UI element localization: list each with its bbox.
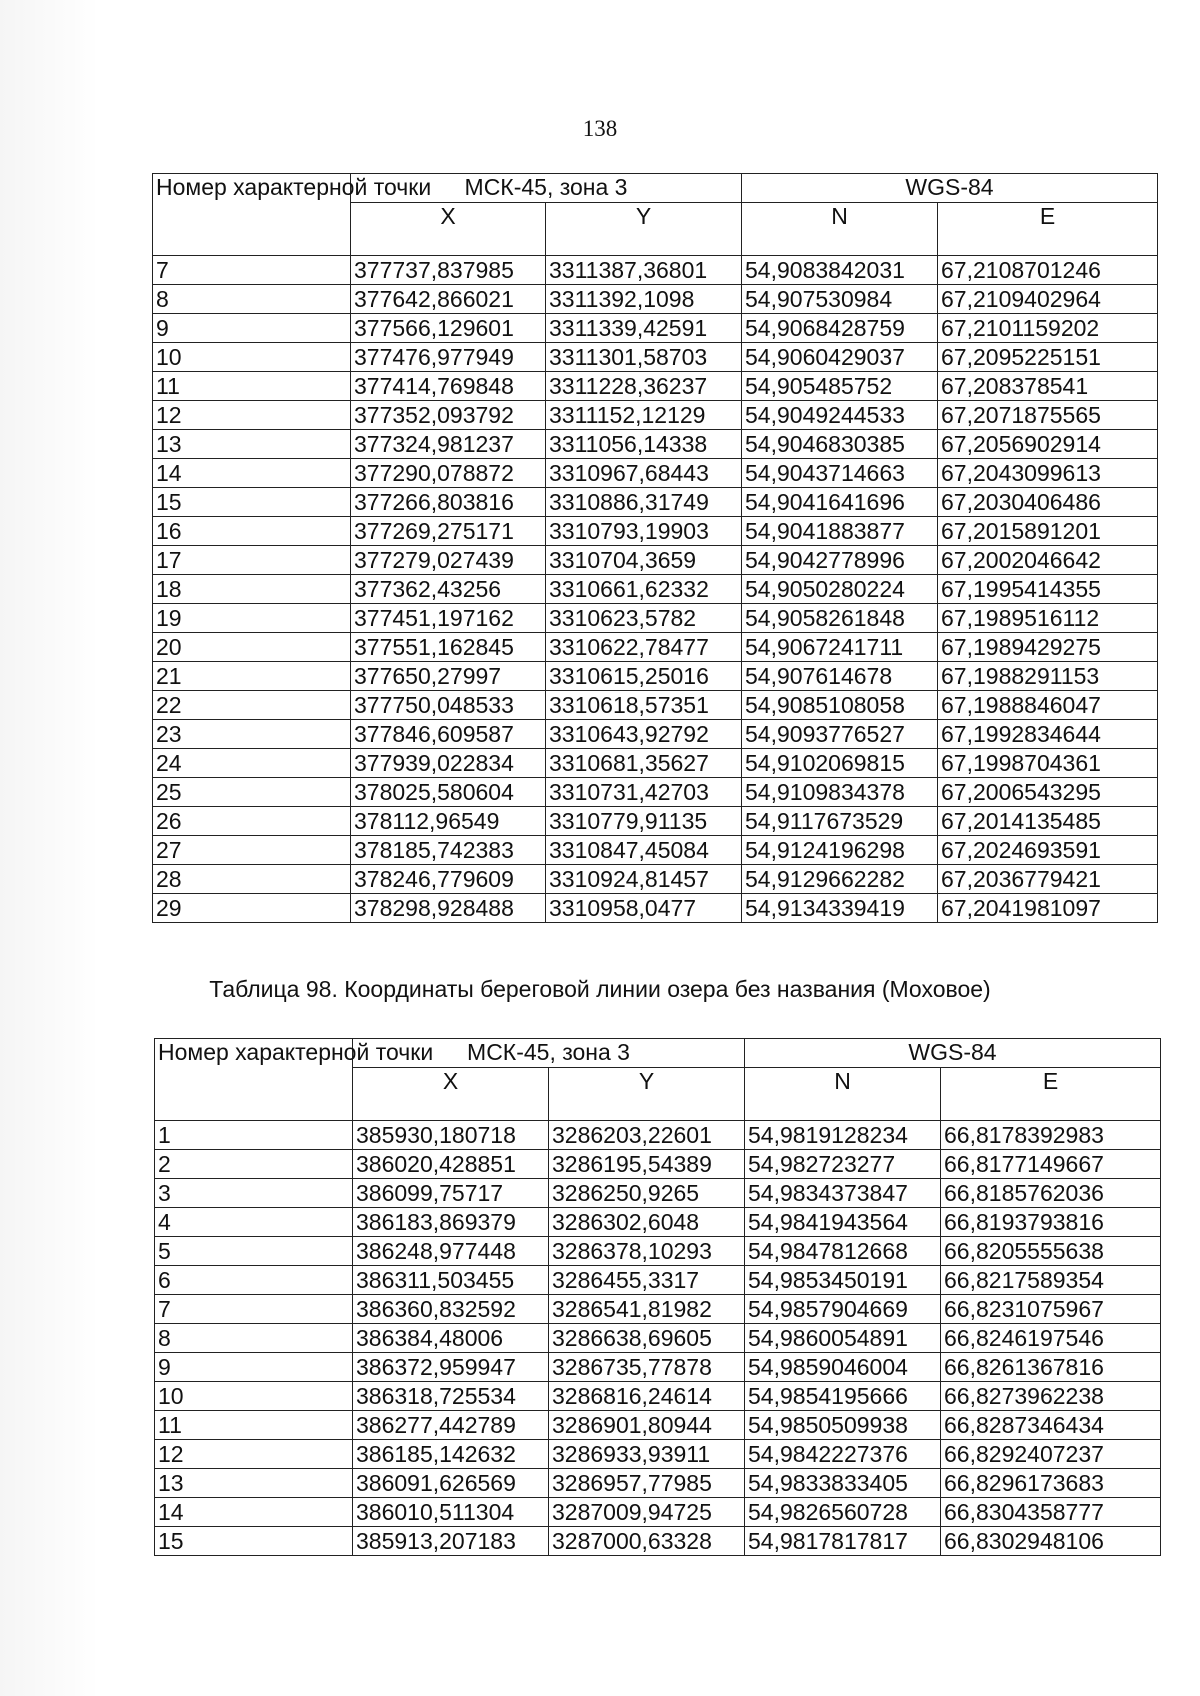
cell-y: 3311056,14338: [546, 430, 742, 459]
header-x: X: [353, 1068, 549, 1121]
cell-e: 67,2043099613: [938, 459, 1158, 488]
cell-x: 378185,742383: [351, 836, 546, 865]
cell-n: 54,9850509938: [745, 1411, 941, 1440]
cell-e: 67,1998704361: [938, 749, 1158, 778]
cell-y: 3311392,1098: [546, 285, 742, 314]
cell-point-number: 17: [153, 546, 351, 575]
cell-point-number: 1: [155, 1121, 353, 1150]
header-n: N: [742, 203, 938, 256]
cell-y: 3310967,68443: [546, 459, 742, 488]
table-row: [153, 720, 1158, 749]
table-row: [155, 1527, 1161, 1556]
cell-point-number: 23: [153, 720, 351, 749]
cell-point-number: 25: [153, 778, 351, 807]
cell-x: 386248,977448: [353, 1237, 549, 1266]
cell-y: 3311228,36237: [546, 372, 742, 401]
table-row: [153, 372, 1158, 401]
cell-point-number: 2: [155, 1150, 353, 1179]
cell-n: 54,9857904669: [745, 1295, 941, 1324]
cell-point-number: 16: [153, 517, 351, 546]
table-row: [155, 1498, 1161, 1527]
cell-e: 66,8185762036: [941, 1179, 1161, 1208]
cell-x: 377279,027439: [351, 546, 546, 575]
cell-x: 377650,27997: [351, 662, 546, 691]
table-row: [153, 575, 1158, 604]
cell-x: 377642,866021: [351, 285, 546, 314]
cell-y: 3286455,3317: [549, 1266, 745, 1295]
cell-n: 54,9124196298: [742, 836, 938, 865]
table-row: [155, 1440, 1161, 1469]
cell-e: 67,2108701246: [938, 256, 1158, 285]
cell-n: 54,9093776527: [742, 720, 938, 749]
cell-n: 54,905485752: [742, 372, 938, 401]
table-row: [153, 807, 1158, 836]
table-body: [155, 1121, 1161, 1556]
cell-point-number: 18: [153, 575, 351, 604]
table-row: [155, 1150, 1161, 1179]
cell-n: 54,907614678: [742, 662, 938, 691]
cell-n: 54,9060429037: [742, 343, 938, 372]
cell-point-number: 5: [155, 1237, 353, 1266]
header-wgs84: WGS-84: [745, 1039, 1161, 1068]
cell-n: 54,9042778996: [742, 546, 938, 575]
cell-x: 386277,442789: [353, 1411, 549, 1440]
table-row: [153, 749, 1158, 778]
cell-e: 66,8177149667: [941, 1150, 1161, 1179]
cell-n: 54,9847812668: [745, 1237, 941, 1266]
table-row: [155, 1382, 1161, 1411]
cell-point-number: 14: [153, 459, 351, 488]
cell-n: 54,9860054891: [745, 1324, 941, 1353]
header-x: X: [351, 203, 546, 256]
cell-n: 54,9083842031: [742, 256, 938, 285]
cell-y: 3310731,42703: [546, 778, 742, 807]
cell-x: 377362,43256: [351, 575, 546, 604]
table-row: [153, 546, 1158, 575]
cell-x: 386099,75717: [353, 1179, 549, 1208]
cell-point-number: 19: [153, 604, 351, 633]
table-row: [153, 401, 1158, 430]
cell-point-number: 12: [155, 1440, 353, 1469]
cell-y: 3310643,92792: [546, 720, 742, 749]
cell-n: 54,9834373847: [745, 1179, 941, 1208]
cell-point-number: 15: [153, 488, 351, 517]
cell-e: 67,1988846047: [938, 691, 1158, 720]
cell-n: 54,907530984: [742, 285, 938, 314]
cell-n: 54,9050280224: [742, 575, 938, 604]
cell-e: 66,8304358777: [941, 1498, 1161, 1527]
table-row: [153, 256, 1158, 285]
cell-e: 66,8205555638: [941, 1237, 1161, 1266]
cell-x: 377352,093792: [351, 401, 546, 430]
cell-n: 54,9826560728: [745, 1498, 941, 1527]
cell-point-number: 11: [155, 1411, 353, 1440]
cell-e: 66,8261367816: [941, 1353, 1161, 1382]
cell-y: 3287000,63328: [549, 1527, 745, 1556]
table-row: [155, 1469, 1161, 1498]
cell-point-number: 10: [155, 1382, 353, 1411]
table-row: [153, 517, 1158, 546]
header-msk45: МСК-45, зона 3: [351, 174, 742, 203]
cell-point-number: 29: [153, 894, 351, 923]
cell-x: 377266,803816: [351, 488, 546, 517]
cell-x: 378246,779609: [351, 865, 546, 894]
cell-point-number: 13: [153, 430, 351, 459]
cell-x: 377846,609587: [351, 720, 546, 749]
cell-y: 3286957,77985: [549, 1469, 745, 1498]
cell-e: 66,8292407237: [941, 1440, 1161, 1469]
cell-y: 3310779,91135: [546, 807, 742, 836]
cell-x: 386360,832592: [353, 1295, 549, 1324]
cell-y: 3310958,0477: [546, 894, 742, 923]
cell-y: 3310622,78477: [546, 633, 742, 662]
table-row: [155, 1411, 1161, 1440]
cell-point-number: 14: [155, 1498, 353, 1527]
cell-y: 3310661,62332: [546, 575, 742, 604]
cell-y: 3286541,81982: [549, 1295, 745, 1324]
header-point-number: Номер характерной точки: [155, 1039, 353, 1121]
table-caption: Таблица 98. Координаты береговой линии озера без названия (Моховое): [209, 976, 991, 1002]
table-row: [153, 865, 1158, 894]
cell-n: 54,9085108058: [742, 691, 938, 720]
cell-x: 386384,48006: [353, 1324, 549, 1353]
table-row: [153, 691, 1158, 720]
cell-y: 3310681,35627: [546, 749, 742, 778]
cell-point-number: 8: [155, 1324, 353, 1353]
cell-x: 386020,428851: [353, 1150, 549, 1179]
cell-n: 54,9817817817: [745, 1527, 941, 1556]
table-row: [153, 488, 1158, 517]
cell-x: 377269,275171: [351, 517, 546, 546]
table-row: [155, 1324, 1161, 1353]
cell-x: 377939,022834: [351, 749, 546, 778]
cell-e: 67,2030406486: [938, 488, 1158, 517]
cell-e: 67,2095225151: [938, 343, 1158, 372]
cell-point-number: 21: [153, 662, 351, 691]
cell-n: 54,9043714663: [742, 459, 938, 488]
cell-n: 54,9134339419: [742, 894, 938, 923]
cell-y: 3286378,10293: [549, 1237, 745, 1266]
cell-e: 67,2002046642: [938, 546, 1158, 575]
cell-y: 3287009,94725: [549, 1498, 745, 1527]
cell-x: 377737,837985: [351, 256, 546, 285]
cell-y: 3310924,81457: [546, 865, 742, 894]
header-y: Y: [546, 203, 742, 256]
page-number: 138: [582, 116, 618, 141]
cell-e: 66,8246197546: [941, 1324, 1161, 1353]
cell-x: 377414,769848: [351, 372, 546, 401]
cell-y: 3311387,36801: [546, 256, 742, 285]
cell-x: 385930,180718: [353, 1121, 549, 1150]
header-e: E: [941, 1068, 1161, 1121]
cell-n: 54,9058261848: [742, 604, 938, 633]
cell-y: 3286816,24614: [549, 1382, 745, 1411]
cell-x: 377750,048533: [351, 691, 546, 720]
table-row: [153, 285, 1158, 314]
cell-point-number: 4: [155, 1208, 353, 1237]
cell-e: 67,208378541: [938, 372, 1158, 401]
cell-point-number: 27: [153, 836, 351, 865]
cell-y: 3311152,12129: [546, 401, 742, 430]
cell-x: 378298,928488: [351, 894, 546, 923]
table-row: [153, 343, 1158, 372]
scan-edge-shadow: [0, 0, 100, 1696]
cell-y: 3310615,25016: [546, 662, 742, 691]
cell-y: 3286203,22601: [549, 1121, 745, 1150]
table-row: [155, 1208, 1161, 1237]
cell-y: 3286638,69605: [549, 1324, 745, 1353]
header-y: Y: [549, 1068, 745, 1121]
cell-n: 54,9841943564: [745, 1208, 941, 1237]
cell-n: 54,9068428759: [742, 314, 938, 343]
cell-e: 67,2109402964: [938, 285, 1158, 314]
cell-point-number: 8: [153, 285, 351, 314]
cell-point-number: 26: [153, 807, 351, 836]
cell-e: 66,8217589354: [941, 1266, 1161, 1295]
cell-e: 67,2014135485: [938, 807, 1158, 836]
cell-y: 3310793,19903: [546, 517, 742, 546]
table-row: [153, 430, 1158, 459]
cell-e: 67,2024693591: [938, 836, 1158, 865]
cell-y: 3311339,42591: [546, 314, 742, 343]
cell-y: 3310623,5782: [546, 604, 742, 633]
table-row: [153, 894, 1158, 923]
table-row: [155, 1179, 1161, 1208]
cell-x: 377551,162845: [351, 633, 546, 662]
table-row: [153, 778, 1158, 807]
cell-e: 67,2036779421: [938, 865, 1158, 894]
table-row: [153, 604, 1158, 633]
cell-n: 54,9842227376: [745, 1440, 941, 1469]
header-n: N: [745, 1068, 941, 1121]
table-body: [153, 256, 1158, 923]
table-row: [155, 1237, 1161, 1266]
cell-e: 67,2041981097: [938, 894, 1158, 923]
cell-point-number: 15: [155, 1527, 353, 1556]
cell-n: 54,9819128234: [745, 1121, 941, 1150]
cell-e: 67,1995414355: [938, 575, 1158, 604]
cell-point-number: 10: [153, 343, 351, 372]
cell-n: 54,9859046004: [745, 1353, 941, 1382]
cell-x: 386010,511304: [353, 1498, 549, 1527]
cell-e: 67,2071875565: [938, 401, 1158, 430]
table-row: [155, 1353, 1161, 1382]
cell-e: 67,2015891201: [938, 517, 1158, 546]
coordinates-table-continued: [152, 173, 1158, 923]
cell-x: 386091,626569: [353, 1469, 549, 1498]
cell-n: 54,9117673529: [742, 807, 938, 836]
cell-point-number: 24: [153, 749, 351, 778]
cell-point-number: 6: [155, 1266, 353, 1295]
cell-x: 377451,197162: [351, 604, 546, 633]
cell-e: 66,8178392983: [941, 1121, 1161, 1150]
cell-x: 377324,981237: [351, 430, 546, 459]
cell-x: 378112,96549: [351, 807, 546, 836]
cell-n: 54,982723277: [745, 1150, 941, 1179]
cell-e: 66,8193793816: [941, 1208, 1161, 1237]
cell-x: 386372,959947: [353, 1353, 549, 1382]
cell-e: 66,8302948106: [941, 1527, 1161, 1556]
cell-x: 377566,129601: [351, 314, 546, 343]
cell-n: 54,9102069815: [742, 749, 938, 778]
cell-x: 377290,078872: [351, 459, 546, 488]
cell-e: 67,1989516112: [938, 604, 1158, 633]
cell-e: 66,8273962238: [941, 1382, 1161, 1411]
cell-y: 3286195,54389: [549, 1150, 745, 1179]
cell-n: 54,9853450191: [745, 1266, 941, 1295]
header-msk45: МСК-45, зона 3: [353, 1039, 745, 1068]
cell-point-number: 3: [155, 1179, 353, 1208]
cell-point-number: 9: [153, 314, 351, 343]
table-row: [153, 633, 1158, 662]
cell-n: 54,9854195666: [745, 1382, 941, 1411]
cell-point-number: 28: [153, 865, 351, 894]
cell-e: 67,2006543295: [938, 778, 1158, 807]
table-row: [153, 314, 1158, 343]
cell-n: 54,9109834378: [742, 778, 938, 807]
table-row: [155, 1121, 1161, 1150]
cell-point-number: 22: [153, 691, 351, 720]
cell-n: 54,9041641696: [742, 488, 938, 517]
cell-x: 386318,725534: [353, 1382, 549, 1411]
cell-n: 54,9046830385: [742, 430, 938, 459]
cell-point-number: 7: [153, 256, 351, 285]
cell-x: 378025,580604: [351, 778, 546, 807]
table-row: [153, 459, 1158, 488]
coordinates-table-mokhovoe: [154, 1038, 1161, 1556]
table-row: [155, 1266, 1161, 1295]
cell-x: 386185,142632: [353, 1440, 549, 1469]
cell-x: 386183,869379: [353, 1208, 549, 1237]
cell-point-number: 12: [153, 401, 351, 430]
cell-y: 3311301,58703: [546, 343, 742, 372]
cell-y: 3310847,45084: [546, 836, 742, 865]
cell-n: 54,9067241711: [742, 633, 938, 662]
header-wgs84: WGS-84: [742, 174, 1158, 203]
cell-y: 3286735,77878: [549, 1353, 745, 1382]
cell-point-number: 11: [153, 372, 351, 401]
cell-e: 67,2101159202: [938, 314, 1158, 343]
cell-y: 3286250,9265: [549, 1179, 745, 1208]
cell-y: 3286302,6048: [549, 1208, 745, 1237]
cell-y: 3310618,57351: [546, 691, 742, 720]
header-e: E: [938, 203, 1158, 256]
cell-e: 66,8231075967: [941, 1295, 1161, 1324]
table-row: [155, 1295, 1161, 1324]
cell-e: 67,1992834644: [938, 720, 1158, 749]
cell-e: 66,8287346434: [941, 1411, 1161, 1440]
table-row: [153, 836, 1158, 865]
cell-e: 67,1989429275: [938, 633, 1158, 662]
cell-y: 3310704,3659: [546, 546, 742, 575]
cell-point-number: 7: [155, 1295, 353, 1324]
cell-n: 54,9049244533: [742, 401, 938, 430]
cell-x: 385913,207183: [353, 1527, 549, 1556]
cell-e: 67,1988291153: [938, 662, 1158, 691]
cell-point-number: 13: [155, 1469, 353, 1498]
cell-y: 3310886,31749: [546, 488, 742, 517]
cell-point-number: 20: [153, 633, 351, 662]
cell-y: 3286933,93911: [549, 1440, 745, 1469]
cell-y: 3286901,80944: [549, 1411, 745, 1440]
cell-n: 54,9041883877: [742, 517, 938, 546]
header-point-number: Номер характерной точки: [153, 174, 351, 256]
cell-x: 377476,977949: [351, 343, 546, 372]
cell-point-number: 9: [155, 1353, 353, 1382]
cell-n: 54,9129662282: [742, 865, 938, 894]
cell-x: 386311,503455: [353, 1266, 549, 1295]
cell-n: 54,9833833405: [745, 1469, 941, 1498]
cell-e: 67,2056902914: [938, 430, 1158, 459]
cell-e: 66,8296173683: [941, 1469, 1161, 1498]
table-row: [153, 662, 1158, 691]
